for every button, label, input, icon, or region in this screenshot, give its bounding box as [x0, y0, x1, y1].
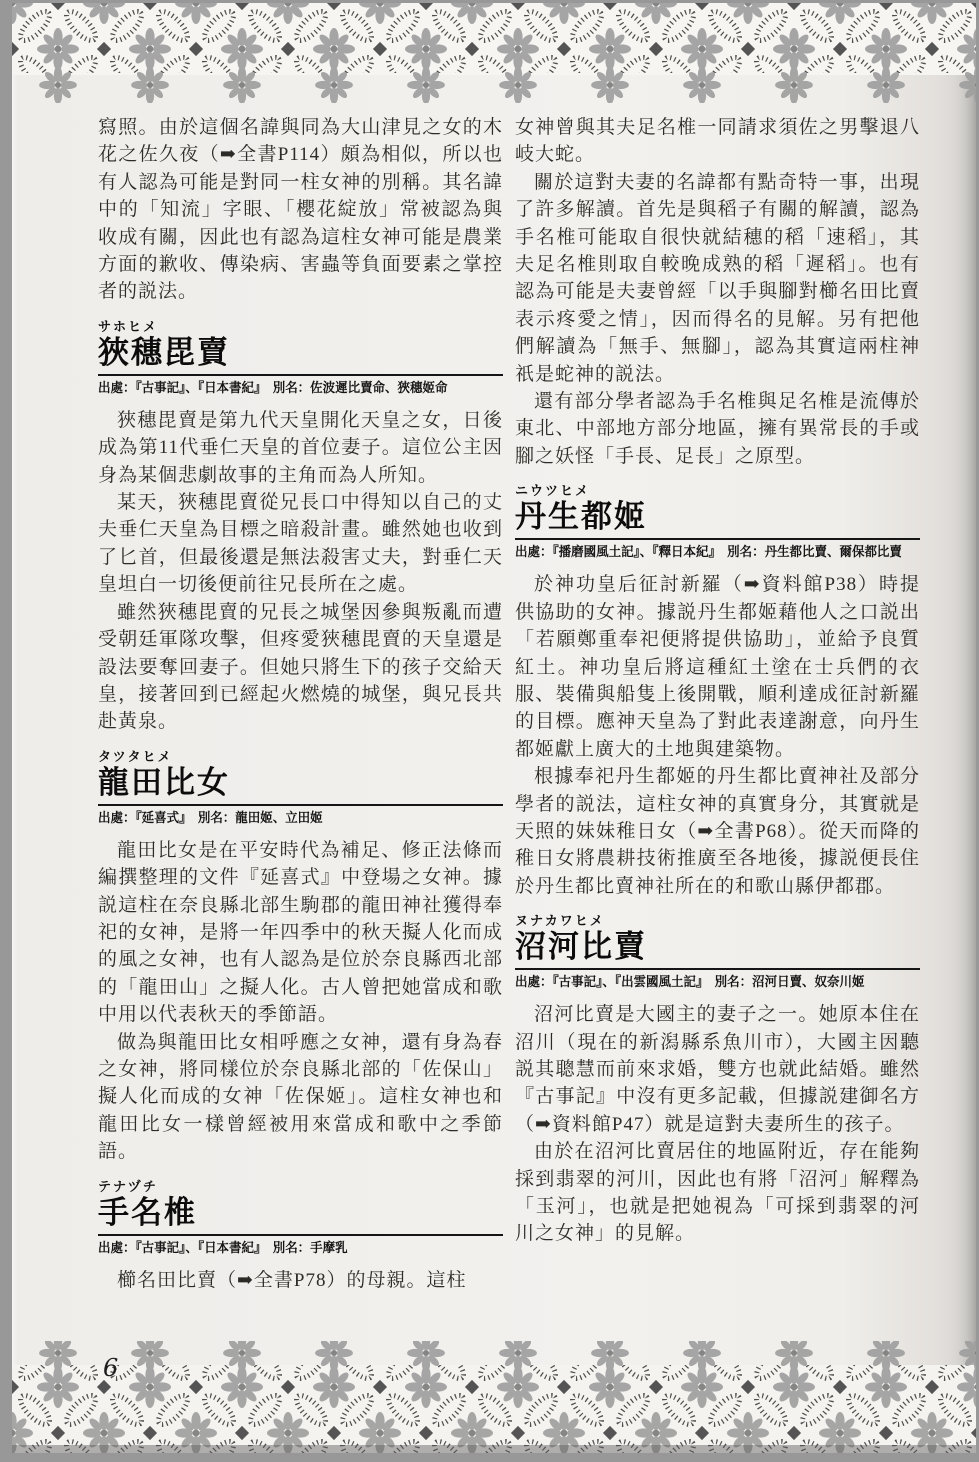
paper-page: [12, 3, 976, 1453]
section-source-line: 出處：『延喜式』 別名：龍田姬、立田姬: [98, 810, 323, 826]
body-paragraph: 還有部分學者認為手名椎與足名椎是流傳於東北、中部地方部分地區，擁有異常長的手或腳之妖怪「手長、足長」之原型。: [515, 391, 920, 467]
body-paragraph: 狹穗毘賣是第九代天皇開化天皇之女，日後成為第11代垂仁天皇的首位妻子。這位公主因身為某個悲劇故事的主角而為人所知。: [98, 409, 503, 486]
section-header-nunakawahime: [515, 914, 920, 992]
section-furigana: ニウツヒメ: [515, 484, 591, 500]
damask-border-bottom: [12, 1341, 976, 1453]
section-title: 狹穗毘賣: [98, 334, 230, 371]
section-header-niutsuhime: [515, 484, 920, 562]
section-source-line: 出處：『古事記』、『日本書紀』 別名：佐波遲比賣命、狹穗姬命: [98, 380, 448, 396]
body-paragraph: 由於在沼河比賣居住的地區附近，存在能夠採到翡翠的河川，因此也有將「沼河」解釋為「玉河」，也就是把她視為「可採到翡翠的河川之女神」的見解。: [515, 1141, 920, 1245]
body-paragraph: 某天，狹穗毘賣從兄長口中得知以自己的丈夫垂仁天皇為目標之暗殺計畫。雖然她也收到了匕首，但最後還是無法殺害丈夫，對垂仁天皇坦白一切後便前往兄長所在之處。: [98, 492, 503, 596]
section-furigana: タツタヒメ: [98, 749, 173, 765]
body-paragraph: 女神曾與其夫足名椎一同請求須佐之男擊退八岐大蛇。: [515, 117, 920, 166]
body-paragraph: 做為與龍田比女相呼應之女神，還有身為春之女神，將同樣位於奈良縣北部的「佐保山」擬人化而成的女神「佐保姬」。這柱女神也和龍田比女一樣曾經被用來當成和歌中之季節語。: [98, 1031, 503, 1163]
body-paragraph: 櫛名田比賣（➡全書P78）的母親。這柱: [117, 1269, 467, 1291]
body-paragraph: 於神功皇后征討新羅（➡資料館P38）時提供協助的女神。據説丹生都姬藉他人之口説出「若願鄭重奉祀便將提供協助」，並給予良質紅土。神功皇后將這種紅土塗在士兵們的衣服、裝備與船隻上後開戰，順利達成征討新羅的目標。應神天皇為了對此表達謝意，向丹生都姬獻上廣大的土地與建築物。: [515, 574, 920, 760]
section-source-line: 出處：『古事記』、『日本書紀』 別名：手摩乳: [98, 1240, 348, 1256]
page-body: [98, 114, 920, 1346]
section-furigana: テナヅチ: [98, 1179, 158, 1195]
body-paragraph: 關於這對夫妻的名諱都有點奇特一事，出現了許多解讀。首先是與稻子有關的解讀，認為手名椎可能取自很快就結穗的稻「速稻」，其夫足名椎則取自較晚成熟的稻「遲稻」。也有認為可能是夫妻曾經「以手與腳對櫛名田比賣表示疼愛之情」，因而得名的見解。另有把他們解讀為「無手、無腳」，認為其實這兩柱神祇是蛇神的説法。: [515, 171, 920, 385]
body-paragraph: 沼河比賣是大國主的妻子之一。她原本住在沼川（現在的新潟縣系魚川市），大國主因聽説其聰慧而前來求婚，雙方也就此結婚。雖然『古事記』中沒有更多記載，但據説建御名方（➡資料館P47）就是這對夫妻所生的孩子。: [515, 1004, 920, 1135]
column-right: [515, 114, 920, 1346]
column-left: [98, 114, 503, 1346]
page-number: 6: [103, 1354, 119, 1382]
section-title: 手名椎: [98, 1194, 197, 1231]
damask-border-top: [12, 3, 976, 103]
section-furigana: サホヒメ: [98, 319, 159, 335]
section-title: 沼河比賣: [515, 929, 647, 966]
section-header-tatsutahime: [98, 750, 503, 828]
body-paragraph: 雖然狹穗毘賣的兄長之城堡因參與叛亂而遭受朝廷軍隊攻擊，但疼愛狹穗毘賣的天皇還是設法要奪回妻子。但她只將生下的孩子交給天皇，接著回到已經起火燃燒的城堡，與兄長共赴黃泉。: [98, 601, 503, 733]
body-paragraph: 龍田比女是在平安時代為補足、修正法條而編撰整理的文件『延喜式』中登場之女神。據説這柱在奈良縣北部生駒郡的龍田神社獲得奉祀的女神，是將一年四季中的秋天擬人化而成的風之女神，也有人認為是位於奈良縣西北部的「龍田山」之擬人化。古人曾把她當成和歌中用以代表秋天的季節語。: [98, 839, 503, 1026]
section-header-tenazuchi: [98, 1180, 503, 1258]
section-source-line: 出處：『播磨國風土記』、『釋日本紀』 別名：丹生都比賣、爾保都比賣: [515, 545, 902, 561]
body-paragraph: 根據奉祀丹生都姬的丹生都比賣神社及部分學者的説法，這柱女神的真實身分，其實就是天照的妹妹稚日女（➡全書P68）。從天而降的稚日女將農耕技術推廣至各地後，據説便長住於丹生都比賣神社所在的和歌山縣伊都郡。: [515, 766, 920, 897]
section-title: 丹生都姬: [515, 499, 647, 536]
section-furigana: ヌナカワヒメ: [515, 914, 605, 930]
section-title: 龍田比女: [98, 764, 230, 801]
body-paragraph: 寫照。由於這個名諱與同為大山津見之女的木花之佐久夜（➡全書P114）頗為相似，所以也有人認為可能是對同一柱女神的別稱。其名諱中的「知流」字眼、「櫻花綻放」常被認為與收成有關，因此也有認為這柱女神可能是農業方面的歉收、傳染病、害蟲等負面要素之掌控者的説法。: [98, 117, 503, 303]
section-header-sahohime: [98, 320, 503, 398]
section-source-line: 出處：『古事記』、『出雲國風土記』 別名：沼河日賣、奴奈川姬: [515, 975, 865, 991]
